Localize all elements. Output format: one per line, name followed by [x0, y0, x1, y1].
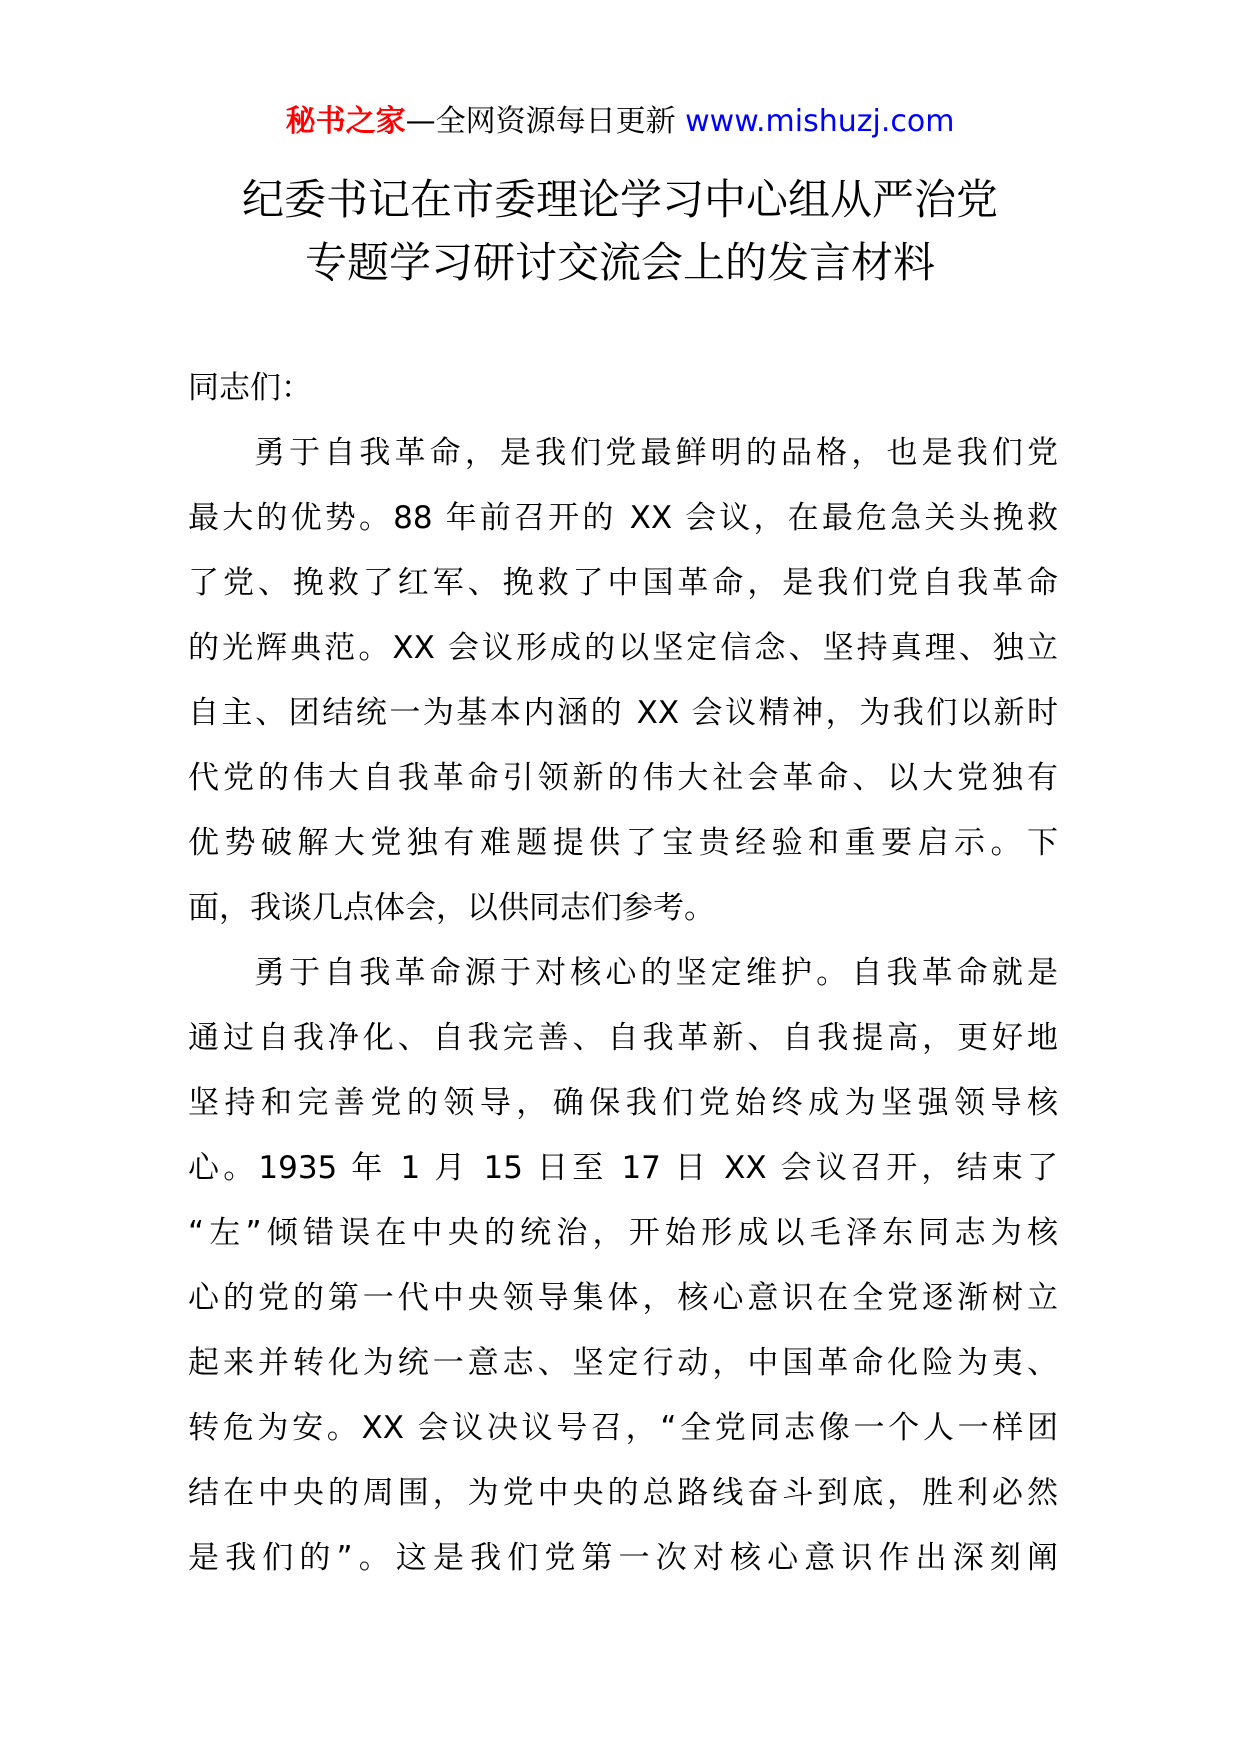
paragraph-line: 优势破解大党独有难题提供了宝贵经验和重要启示。下: [188, 825, 1058, 861]
site-header: [0, 102, 1240, 142]
brand-name: 秘书之家: [285, 104, 406, 139]
site-url-link[interactable]: www.mishuzj.com: [685, 104, 955, 139]
document-title: [0, 168, 1240, 294]
salutation: 同志们：: [188, 370, 312, 406]
paragraph-line: 面，我谈几点体会，以供同志们参考。: [188, 890, 715, 926]
paragraph-line: 通过自我净化、自我完善、自我革新、自我提高，更好地: [188, 1020, 1058, 1056]
paragraph-line: 自主、团结统一为基本内涵的 XX 会议精神，为我们以新时: [188, 695, 1058, 731]
paragraph-line: 代党的伟大自我革命引领新的伟大社会革命、以大党独有: [188, 760, 1058, 796]
paragraph-line: 心的党的第一代中央领导集体，核心意识在全党逐渐树立: [188, 1280, 1058, 1316]
paragraph-line: 勇于自我革命，是我们党最鲜明的品格，也是我们党: [254, 435, 1058, 471]
paragraph-line: 心。1935 年 1 月 15 日至 17 日 XX 会议召开，结束了: [188, 1150, 1058, 1186]
paragraph-line: 了党、挽救了红军、挽救了中国革命，是我们党自我革命: [188, 565, 1058, 601]
paragraph-line: 是我们的”。这是我们党第一次对核心意识作出深刻阐: [188, 1540, 1058, 1576]
paragraph-line: “左”倾错误在中央的统治，开始形成以毛泽东同志为核: [188, 1215, 1058, 1251]
paragraph-line: 最大的优势。88 年前召开的 XX 会议，在最危急关头挽救: [188, 500, 1058, 536]
paragraph-line: 勇于自我革命源于对核心的坚定维护。自我革命就是: [254, 955, 1058, 991]
paragraph-2: [188, 941, 1058, 1591]
paragraph-1: [188, 421, 1058, 941]
paragraph-line: 转危为安。XX 会议决议号召，“全党同志像一个人一样团: [188, 1410, 1058, 1446]
paragraph-line: 坚持和完善党的领导，确保我们党始终成为坚强领导核: [188, 1085, 1058, 1121]
title-line-1: 纪委书记在市委理论学习中心组从严治党: [241, 175, 998, 224]
paragraph-line: 的光辉典范。XX 会议形成的以坚定信念、坚持真理、独立: [188, 630, 1058, 666]
title-line-2: 专题学习研讨交流会上的发言材料: [304, 238, 935, 287]
paragraph-line: 起来并转化为统一意志、坚定行动，中国革命化险为夷、: [188, 1345, 1058, 1381]
document-body: [188, 356, 1058, 1591]
header-tagline: —全网资源每日更新: [405, 104, 686, 139]
paragraph-line: 结在中央的周围，为党中央的总路线奋斗到底，胜利必然: [188, 1475, 1058, 1511]
